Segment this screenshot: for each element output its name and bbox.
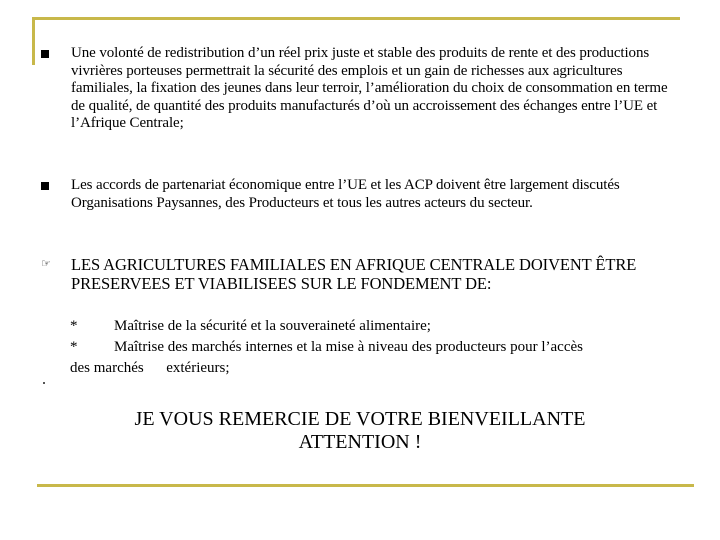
sub-item-2 bbox=[70, 337, 690, 358]
bullet-paragraph-2: Les accords de partenariat économique entre l’UE et les ACP doivent être largement discutés Organisations Paysannes, des Producteurs et tous les autres acteurs du secteur. bbox=[71, 177, 620, 211]
closing-line-2: ATTENTION ! bbox=[298, 431, 422, 453]
sub-item-text: Maîtrise des marchés internes et la mise à niveau des producteurs pour l’accès bbox=[114, 339, 583, 355]
square-bullet-icon bbox=[41, 50, 49, 58]
closing-line-1: JE VOUS REMERCIE DE VOTRE BIENVEILLANTE bbox=[134, 408, 586, 430]
sub-item-text: Maîtrise de la sécurité et la souveraineté alimentaire; bbox=[114, 318, 431, 334]
sub-item-marker: * bbox=[70, 318, 78, 334]
frame-bottom-rule bbox=[37, 484, 694, 487]
bullet-paragraph-3: LES AGRICULTURES FAMILIALES EN AFRIQUE CENTRALE DOIVENT ÊTRE PRESERVEES ET VIABILISEES SUR LE FONDEMENT DE: bbox=[71, 255, 637, 293]
sub-item-continuation: des marchés extérieurs; bbox=[70, 360, 230, 376]
sub-item-marker: * bbox=[70, 339, 78, 355]
bullet-paragraph-1: Une volonté de redistribution d’un réel prix juste et stable des produits de rente et des productions vivrières porteuses permettrait la sécurité des emplois et un gain de richesses aux agricultures familiales, la fixation des jeunes dans leur terroir, l’amélioration du choix de consommation en terme de qualité, de quantité des produits manufacturés d’où un accroissement des échanges entre l’UE et l’Afrique Centrale; bbox=[71, 45, 668, 131]
pointing-hand-icon: ☞ bbox=[41, 257, 51, 270]
sub-list bbox=[70, 316, 690, 379]
frame-left-rule bbox=[32, 17, 35, 65]
sub-item-1 bbox=[70, 316, 690, 337]
stray-dot bbox=[43, 382, 45, 384]
closing-message bbox=[60, 408, 660, 454]
frame-top-rule bbox=[32, 17, 680, 20]
square-bullet-icon bbox=[41, 182, 49, 190]
